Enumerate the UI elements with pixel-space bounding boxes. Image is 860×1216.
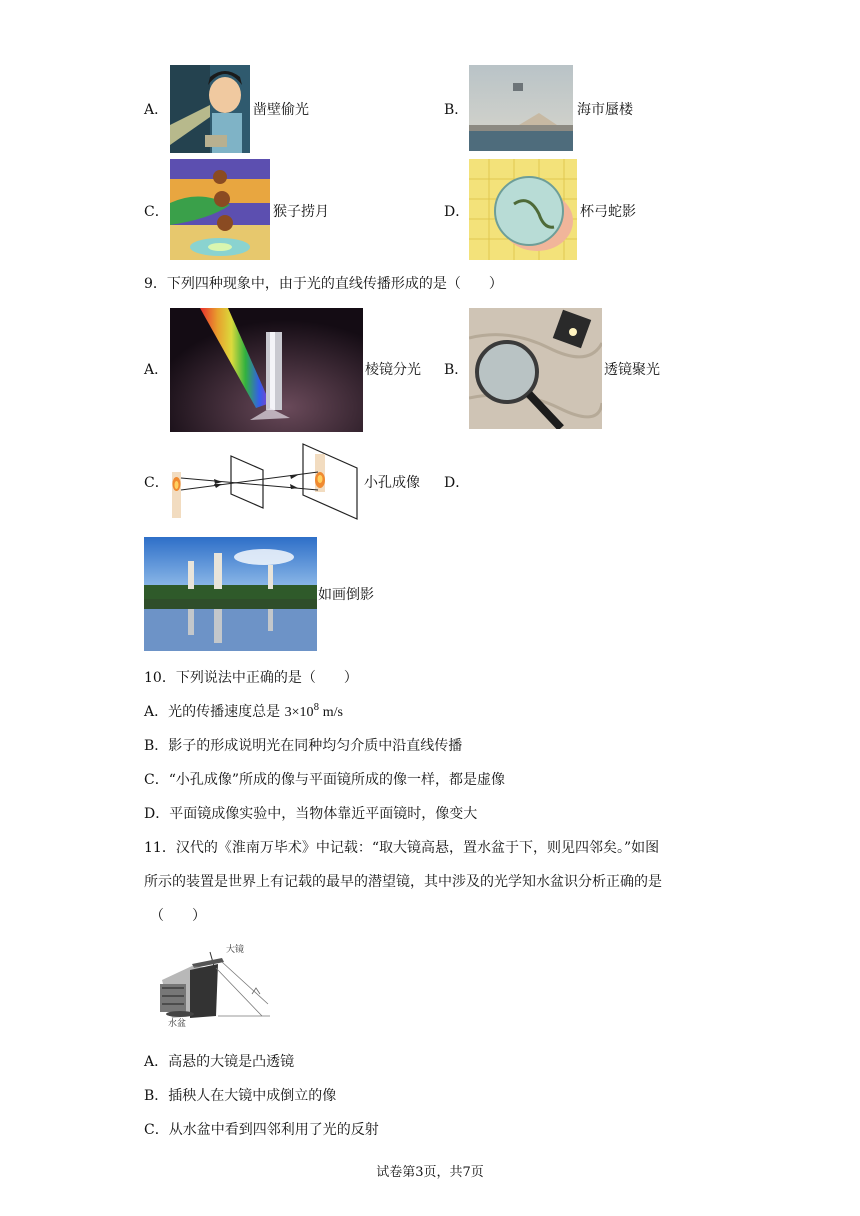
q9-stem: 9．下列四种现象中，由于光的直线传播形成的是（ ） bbox=[144, 276, 503, 292]
q9-option-a-text: 棱镜分光 bbox=[365, 362, 421, 378]
q10-option-a-number: 3×10 bbox=[284, 705, 314, 720]
q11-stem-line-1: 11．汉代的《淮南万毕术》中记载：“取大镜高悬，置水盆于下，则见四邻矣。”如图 bbox=[144, 840, 660, 856]
q9-option-a-letter: A． bbox=[144, 362, 169, 378]
q8-option-a-letter: A． bbox=[144, 102, 169, 118]
q11-stem-line-3: （ ） bbox=[150, 908, 206, 924]
q10-option-a bbox=[144, 702, 343, 723]
q8-option-c-image bbox=[170, 159, 270, 260]
q9-option-a-image bbox=[170, 308, 363, 432]
q11-figure-label-basin: 水盆 bbox=[168, 1019, 187, 1029]
q11-figure-label-mirror: 大镜 bbox=[226, 945, 245, 955]
q10-option-a-prefix: A．光的传播速度总是 bbox=[144, 704, 281, 720]
q11-option-b: B．插秧人在大镜中成倒立的像 bbox=[144, 1088, 337, 1104]
q9-option-d-letter: D． bbox=[444, 475, 470, 491]
q8-option-c-text: 猴子捞月 bbox=[273, 204, 329, 220]
q10-option-a-unit: m/s bbox=[319, 705, 343, 720]
q8-option-b-text: 海市蜃楼 bbox=[577, 102, 633, 118]
q9-option-d-image bbox=[144, 537, 317, 651]
q8-option-c-letter: C． bbox=[144, 204, 169, 220]
q8-option-b-letter: B． bbox=[444, 102, 469, 118]
q10-option-c: C．“小孔成像”所成的像与平面镜所成的像一样，都是虚像 bbox=[144, 772, 506, 788]
q8-option-b-image bbox=[469, 65, 573, 151]
q9-option-d-text: 如画倒影 bbox=[318, 587, 374, 603]
q9-option-b-letter: B． bbox=[444, 362, 469, 378]
q8-option-d-image bbox=[469, 159, 577, 260]
q10-option-d: D．平面镜成像实验中，当物体靠近平面镜时，像变大 bbox=[144, 806, 478, 822]
q9-option-c-diagram bbox=[170, 442, 362, 520]
q9-option-c-letter: C． bbox=[144, 475, 169, 491]
q8-option-a-text: 凿壁偷光 bbox=[253, 102, 309, 118]
q11-option-a: A．高悬的大镜是凸透镜 bbox=[144, 1054, 295, 1070]
q9-option-b-text: 透镜聚光 bbox=[604, 362, 660, 378]
q8-option-d-text: 杯弓蛇影 bbox=[580, 204, 636, 220]
q10-stem: 10．下列说法中正确的是（ ） bbox=[144, 670, 358, 686]
q8-option-d-letter: D． bbox=[444, 204, 470, 220]
q11-periscope-figure bbox=[152, 944, 274, 1032]
q10-option-b: B．影子的形成说明光在同种均匀介质中沿直线传播 bbox=[144, 738, 463, 754]
q11-option-c: C．从水盆中看到四邻利用了光的反射 bbox=[144, 1122, 379, 1138]
q11-stem-line-2: 所示的装置是世界上有记载的最早的潜望镜，其中涉及的光学知水盆识分析正确的是 bbox=[144, 874, 662, 890]
q10-option-a-exponent: 8 bbox=[313, 703, 320, 713]
q8-option-a-image bbox=[170, 65, 250, 153]
page-footer: 试卷第3页，共7页 bbox=[376, 1165, 484, 1180]
q9-option-c-text: 小孔成像 bbox=[364, 475, 420, 491]
q9-option-b-image bbox=[469, 308, 602, 429]
